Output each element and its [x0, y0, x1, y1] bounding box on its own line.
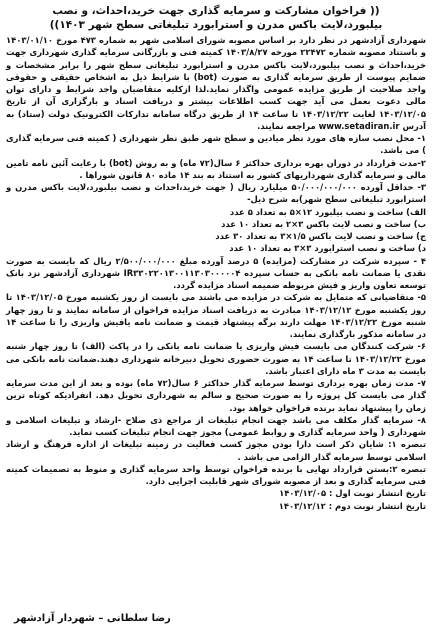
clause-2: ۲-مدت قرارداد در دوران بهره برداری حداکثر ۶ سال(۷۲ ماه) و به روش (bot) با رعایت آئین نامه تامین مالی و سرمایه گذاری شهرداریهای کشور به استناد به بند ۱۴ ماده ۸۰ قانون شوراها .: [6, 157, 426, 180]
clause-3-item-b: ب) ساخت و نصب لایت باکس ۳×۲ به تعداد ۱۰ عدد: [221, 218, 426, 229]
clause-6: ۶- شرکت کنندگان می بایست فیش واریزی یا ضمانت نامه بانکی را در پاکت (الف) تا روز چهار شنبه مورخ ۱۴۰۳/۱۲/۲۲ تا ساعت ۱۴ به صورت حضوری تحویل دبیرخانه شهرداری دهند.ضمانت نامه بانکی می بایست به مدت ۳ ماه دارای اعتبار باشد.: [6, 341, 426, 376]
signature: رضا سلطانی – شهردار آزادشهر: [14, 613, 171, 624]
clause-3-item-c: ج) ساخت و نصب لایت باکس ۱/۵×۳ به تعداد ۳۰ عدد: [215, 231, 426, 241]
notice-title: [6, 4, 426, 32]
clause-3-item-a: الف) ساخت و نصب بیلبورد ۱۲×۵ به تعداد ۵ عدد: [229, 206, 426, 217]
clause-3: ۳- حداقل آورده ۵۰/۰۰۰/۰۰۰/۰۰۰ میلیارد ریال ( جهت خرید،احداث و نصب بیلبورد،لایت باکس مدرن و استرابورد تبلیغاتی سطح شهر)به شرح ذیل-: [6, 182, 426, 205]
publish-date-second: تاریخ انتشار نوبت دوم : ۱۴۰۳/۱۲/۱۲: [278, 500, 426, 511]
clause-7: ۷- مدت زمان بهره برداری توسط سرمایه گذار حداکثر ۶ سال(۷۲ ماه) بوده و بعد از این مدت سرمایه گذار می بایست کل پروژه را به صورت صحیح و سالم به شهرداری تحویل دهد. انفرادیکه کوتاه ترین زمان را پیشنهاد نماید برنده فراخوان خواهد بود.: [6, 378, 426, 413]
publish-date-first: تاریخ انتشار نوبت اول : ۱۴۰۳/۱۲/۰۵: [279, 488, 426, 499]
intro-paragraph: شهرداری آزادشهر در نظر دارد بر اساس مصوبه شورای اسلامی شهر به شماره ۴۷۳ مورخ ۱۴۰۳/۰۱/۱۰ و باستناد مصوبه شماره ۲۲۴۷۲ مورخه ۱۴۰۳/۸/۲۷ کمیته فنی و بازرگانی سرمایه گذاری شهرداری جهت خرید،احداث و نصب بیلبورد،لایت باکس مدرن و استرابورد تبلیغاتی سطح شهر را برابر مشخصات و ضمایم پیوست از طریق سرمایه گذاری به صورت (bot) با شرایط ذیل به اشخاص حقیقی و حقوقی واجد صلاحیت از طریق مزایده عمومی واگذار نماید.لذا ازکلیه متقاضیان واجد شرایط و دارای توان مالی دعوت بعمل می آید جهت کسب اطلاعات بیشتر و دریافت اسناد و بارگزاری آن از تاریخ ۱۴۰۳/۱۲/۰۵ لغایت ۱۴۰۳/۱۲/۲۲ تا ساعت ۱۴ از طریق درگاه سامانه تدارکات الکترونیک دولت (ستاد) به آدرس www.setadiran.ir مراجعه نمایند.: [6, 35, 427, 131]
note-1: تبصره ۱: شایان ذکر است دارا بودن مجوز کسب فعالیت در زمینه تبلیغات از اداره فرهنگ و ارشاد اسلامی توسط سرمایه گذار الزامی می باشد .: [6, 439, 426, 462]
clause-4: ۴ - سپرده شرکت در مشارکت (مزایده) ۵ درصد آورده مبلغ ۲/۵۰۰/۰۰۰/۰۰۰ ریال که بایست به صورت نقدی یا ضمانت نامه بانکی به حساب سپرده IR۳۳۰۲۲۰۱۳۰۰۱۱۳۰۳۰۰۰۰۰۴ شهرداری آزادشهر نزد بانک توسعه تعاون واریز و فیش مربوطه ضمیمه اسناد مزایده گردد.: [6, 255, 426, 290]
clause-5: ۵- متقاضیانی که متمایل به شرکت در مزایده می باشند می بایست از روز یکشنبه مورخ ۱۴۰۳/۱۲/۰۵ تا روز یکشنبه مورخ ۱۴۰۳/۱۲/۱۲ مبادرت به دریافت اسناد مزایده فراخوان از سامانه نمایند و تا روز چهار شنبه مورخ ۱۴۰۳/۱۲/۲۲ مهلت دارند برگه پیشنهاد قیمت و ضمانت نامه یافیش واریزی را تا ساعت ۱۴ در سامانه مذکور بارگذاری نمایند.: [6, 292, 427, 339]
notice-title-line-2: بیلبورد،لایت باکس مدرن و استرابورد تبلیغاتی سطح شهر ۱۴۰۳)): [49, 19, 383, 31]
clause-3-item-d: د) ساخت و نصب استرابورد ۳×۳ به تعداد ۱۰ عدد: [229, 243, 426, 254]
notice-title-line-1: (( فراخوان مشارکت و سرمایه گذاری جهت خرید،احداث، و نصب: [52, 5, 380, 17]
clause-1: ۱- محل نصب سازه های مورد نظر میادین و سطح شهر طبق نظر شهرداری ( کمیته فنی سرمایه گذاری ) می باشد.: [6, 133, 426, 156]
clause-8: ۸- سرمایه گذار مکلف می باشد جهت انجام تبلیغات از مراجع ذی صلاح -ارشاد و تبلیغات اسلامی و شهرداری ( واحد سرمایه گذاری و روابط عمومی) مجوز جهت انجام تبلیغات کسب نماید.: [6, 414, 426, 437]
note-2: تبصره ۲:بستن قرارداد نهایی با برنده فراخوان توسط واحد سرمایه گذاری و منوط به تصمیمات کمیته فنی سرمایه گذاری و بعد از مصوبه شورای شهر قابلیت اجرایی دارد.: [6, 463, 426, 486]
notice-body: [6, 34, 426, 611]
